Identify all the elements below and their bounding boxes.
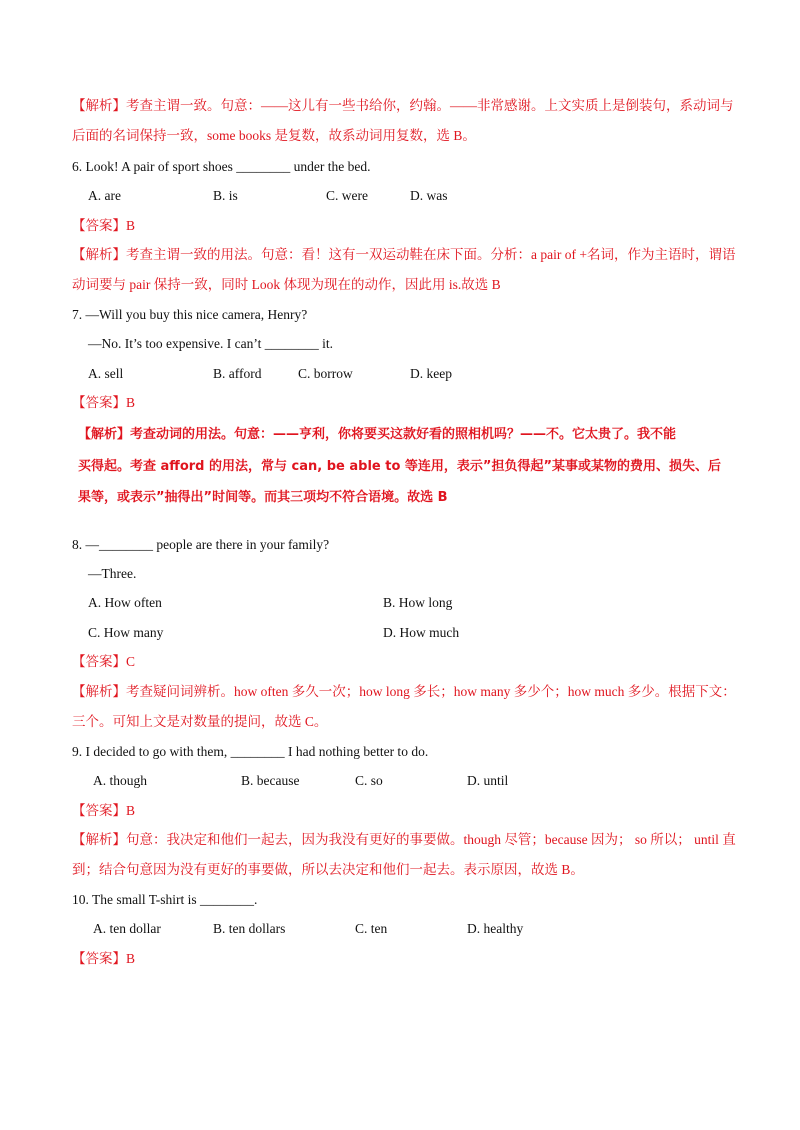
q10-option-b: B. ten dollars — [213, 921, 286, 936]
q9-analysis-line1: 【解析】句意：我决定和他们一起去，因为我没有更好的事要做。though 尽管；because 因为； so 所以； until 直 — [72, 832, 736, 847]
q7-answer: 【答案】B — [72, 395, 136, 410]
q10-option-c: C. ten — [355, 921, 388, 936]
q8-option-a: A. How often — [88, 595, 162, 610]
q8-answer: 【答案】C — [72, 654, 136, 669]
q6-option-b: B. is — [213, 188, 238, 203]
q6-stem: 6. Look! A pair of sport shoes ________ under the bed. — [72, 159, 371, 174]
q6-analysis-line2: 动词要与 pair 保持一致，同时 Look 体现为现在的动作，因此用 is.故选 B — [72, 277, 501, 292]
q9-answer: 【答案】B — [72, 803, 136, 818]
q6-option-c: C. were — [326, 188, 368, 203]
q7-option-a: A. sell — [88, 366, 124, 381]
q7-stem: 7. —Will you buy this nice camera, Henry? — [72, 307, 308, 322]
q7-option-d: D. keep — [410, 366, 452, 381]
q7-stem-reply: —No. It’s too expensive. I can’t ________ it. — [88, 336, 333, 351]
q9-analysis-line2: 到；结合句意因为没有更好的事要做，所以去决定和他们一起去。表示原因，故选 B。 — [72, 862, 584, 877]
q8-analysis-line2: 三个。可知上文是对数量的提问，故选 C。 — [72, 714, 328, 729]
q6-option-d: D. was — [410, 188, 448, 203]
q9-option-a: A. though — [93, 773, 147, 788]
q6-analysis-line1: 【解析】考查主谓一致的用法。句意：看！这有一双运动鞋在床下面。分析：a pair of +名词，作为主语时，谓语 — [72, 247, 736, 262]
q8-stem-reply: —Three. — [88, 566, 137, 581]
q9-option-c: C. so — [355, 773, 383, 788]
q9-option-b: B. because — [241, 773, 300, 788]
q10-answer: 【答案】B — [72, 951, 136, 966]
q10-option-d: D. healthy — [467, 921, 524, 936]
q7-option-c: C. borrow — [298, 366, 353, 381]
q8-option-b: B. How long — [383, 595, 453, 610]
q8-option-c: C. How many — [88, 625, 164, 640]
q7-analysis-line3: 果等，或表示”抽得出”时间等。而其三项均不符合语境。故选 B — [78, 490, 448, 505]
q8-option-d: D. How much — [383, 625, 460, 640]
q7-analysis-line2: 买得起。考查 afford 的用法，常与 can, be able to 等连用，表示”担负得起”某事或某物的费用、损失、后 — [78, 459, 722, 474]
q8-analysis-line1: 【解析】考查疑问词辨析。how often 多久一次；how long 多长；how many 多少个；how much 多少。根据下文： — [72, 684, 736, 699]
q8-stem: 8. —________ people are there in your family? — [72, 537, 330, 552]
q9-stem: 9. I decided to go with them, ________ I had nothing better to do. — [72, 744, 429, 759]
q10-stem: 10. The small T-shirt is ________. — [72, 892, 258, 907]
q5-analysis-line1: 【解析】考查主谓一致。句意：——这儿有一些书给你，约翰。——非常感谢。上文实质上是倒装句，系动词与 — [72, 98, 734, 113]
q10-option-a: A. ten dollar — [93, 921, 161, 936]
q5-analysis-line2: 后面的名词保持一致，some books 是复数，故系动词用复数，选 B。 — [72, 128, 476, 143]
q7-option-b: B. afford — [213, 366, 262, 381]
q9-option-d: D. until — [467, 773, 509, 788]
q6-answer: 【答案】B — [72, 218, 136, 233]
q7-analysis-line1: 【解析】考查动词的用法。句意：——亨利，你将要买这款好看的照相机吗？——不。它太贵了。我不能 — [78, 427, 677, 442]
q6-option-a: A. are — [88, 188, 121, 203]
